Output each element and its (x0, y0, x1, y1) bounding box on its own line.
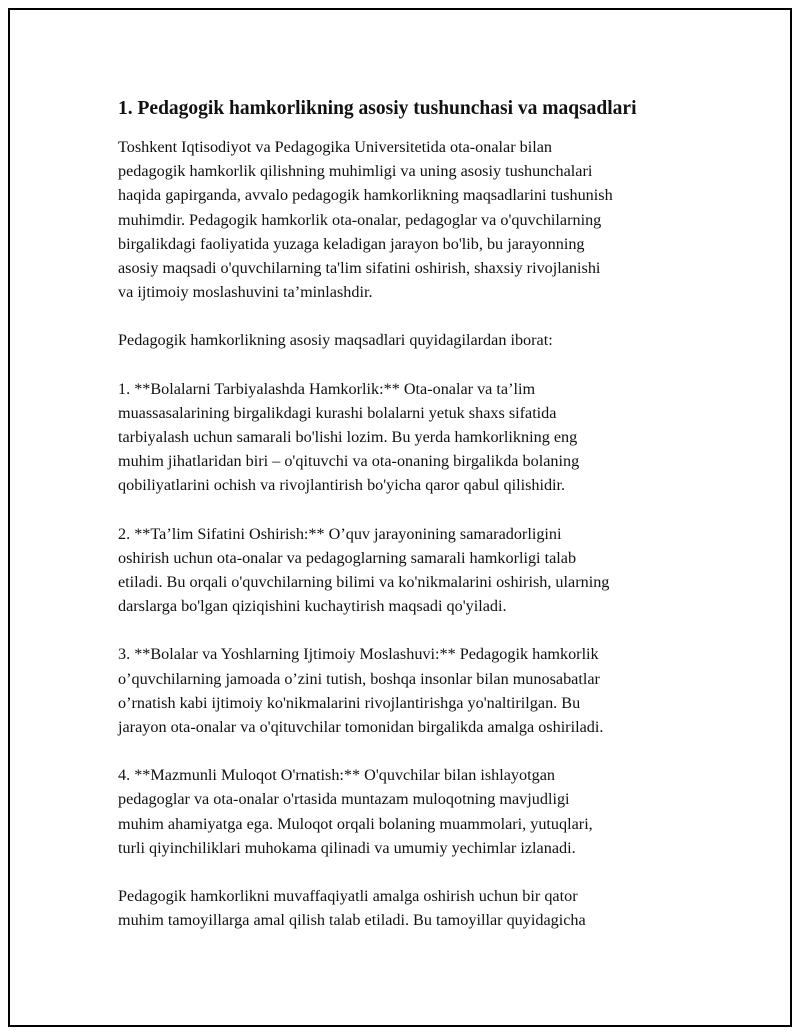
principles-paragraph: Pedagogik hamkorlikni muvaffaqiyatli amalga oshirish uchun bir qator muhim tamoyillarga amal qilish talab etiladi. Bu tamoyillar quyidagicha (118, 887, 586, 930)
goals-intro-paragraph: Pedagogik hamkorlikning asosiy maqsadlari quyidagilardan iborat: (118, 331, 553, 350)
section-heading: 1. Pedagogik hamkorlikning asosiy tushunchasi va maqsadlari (118, 98, 637, 119)
goal-item-1: 1. **Bolalarni Tarbiyalashda Hamkorlik:** Ota-onalar va ta’lim muassasalarining birgalikdagi kurashi bolalarni yetuk shaxs sifatida tarbiyalash uchun samarali bo'lishi lozim. Bu yerda hamkorlikning eng muhim jihatlaridan biri – o'qituvchi va ota-onaning birgalikda bolaning qobiliyatlarini ochish va rivojlantirish bo'yicha qaror qabul qilishidir. (118, 379, 580, 495)
intro-paragraph: Toshkent Iqtisodiyot va Pedagogika Universitetida ota-onalar bilan pedagogik hamkorlik qilishning muhimligi va uning asosiy tushunchalari haqida gapirganda, avvalo pedagogik hamkorlikning maqsadlarini tushunish muhimdir. Pedagogik hamkorlik ota-onalar, pedagoglar va o'quvchilarning birgalikdagi faoliyatida yuzaga keladigan jarayon bo'lib, bu jarayonning asosiy maqsadi o'quvchilarning ta'lim sifatini oshirish, shaxsiy rivojlanishi va ijtimoiy moslashuvini ta’minlashdir. (118, 138, 613, 302)
page-frame (8, 8, 792, 1027)
document-body (118, 92, 693, 956)
goal-item-3: 3. **Bolalar va Yoshlarning Ijtimoiy Moslashuvi:** Pedagogik hamkorlik o’quvchilarning jamoada o’zini tutish, boshqa insonlar bilan munosabatlar o’rnatish kabi ijtimoiy ko'nikmalarini rivojlantirishga yo'naltirilgan. Bu jarayon ota-onalar va o'qituvchilar tomonidan birgalikda amalga oshiriladi. (118, 645, 604, 737)
goal-item-4: 4. **Mazmunli Muloqot O'rnatish:** O'quvchilar bilan ishlayotgan pedagoglar va ota-onalar o'rtasida muntazam muloqotning mavjudligi muhim ahamiyatga ega. Muloqot orqali bolaning muammolari, yutuqlari, turli qiyinchiliklari muhokama qilinadi va umumiy yechimlar izlanadi. (118, 766, 593, 857)
goal-item-2: 2. **Ta’lim Sifatini Oshirish:** O’quv jarayonining samaradorligini oshirish uchun ota-onalar va pedagoglarning samarali hamkorligi talab etiladi. Bu orqali o'quvchilarning bilimi va ko'nikmalarini oshirish, ularning darslarga bo'lgan qiziqishini kuchaytirish maqsadi qo'yiladi. (118, 524, 610, 616)
